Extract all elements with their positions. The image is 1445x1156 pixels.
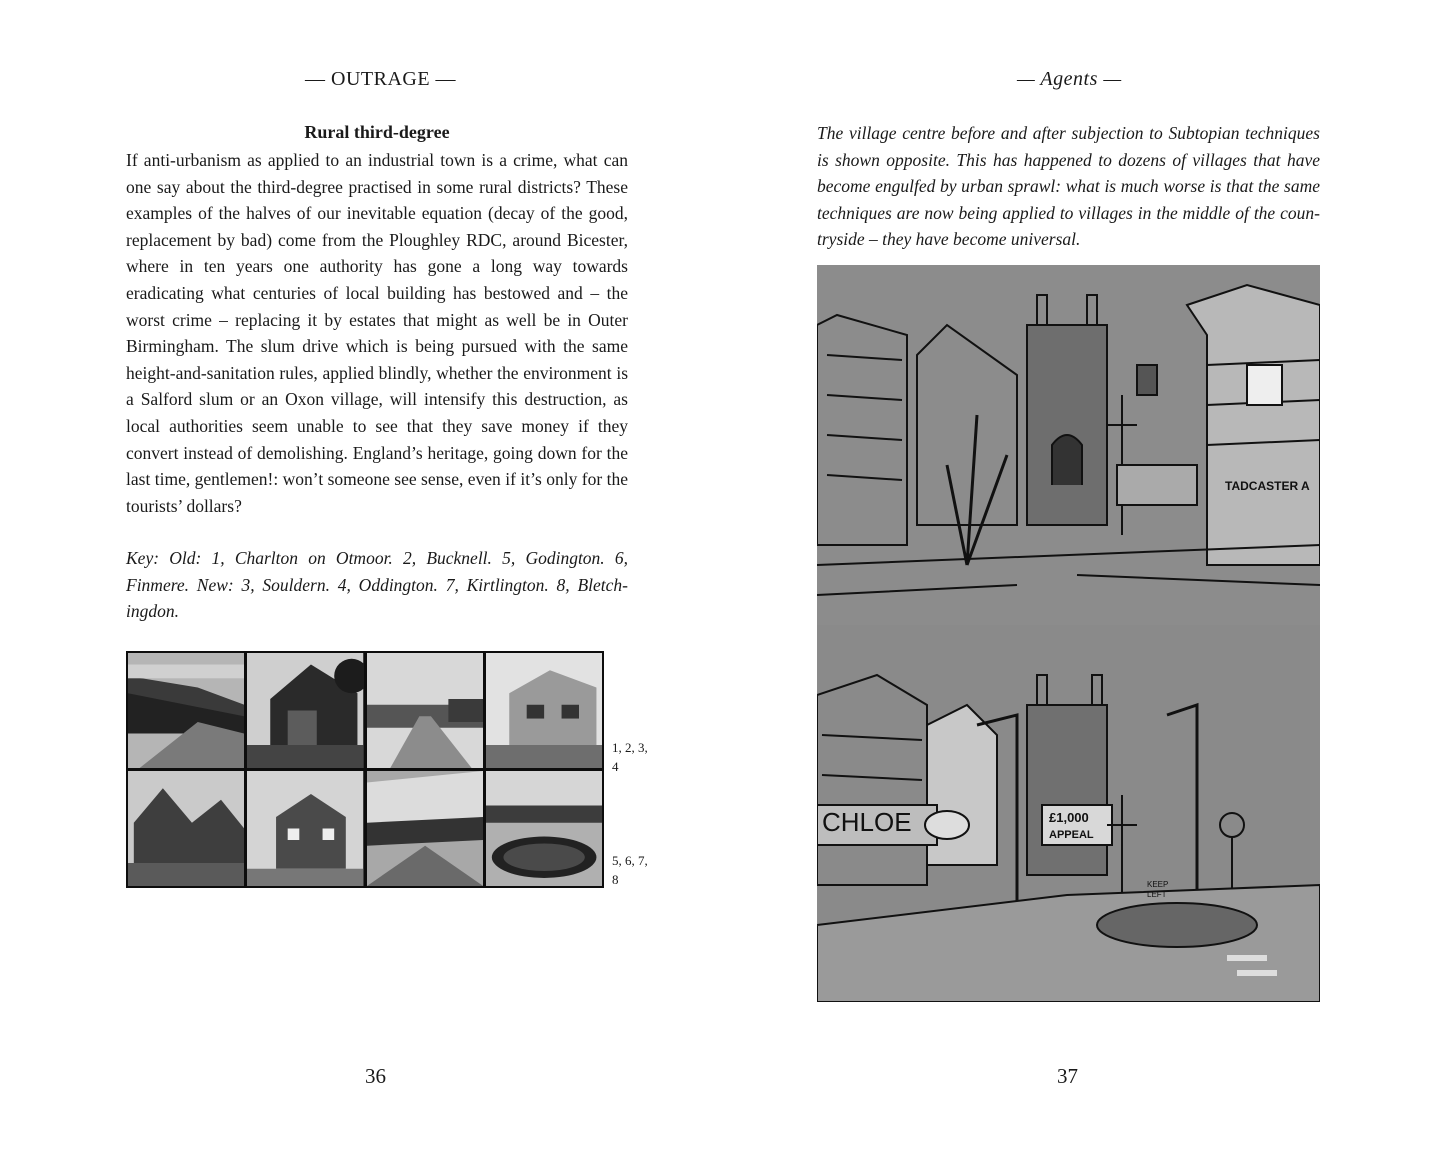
photo-label-bottom: 5, 6, 7, 8 xyxy=(612,853,648,887)
sign-left: LEFT xyxy=(1147,890,1167,899)
sign-tadcaster: TADCASTER A xyxy=(1225,479,1310,493)
right-page xyxy=(722,0,1445,1156)
village-drawing xyxy=(817,265,1320,1002)
photo-8-bletchingdon xyxy=(486,771,602,886)
drawing-before xyxy=(817,265,1320,625)
running-head: — OUTRAGE — xyxy=(305,68,457,90)
sign-keep: KEEP xyxy=(1147,880,1169,889)
photo-grid xyxy=(126,651,604,888)
photo-7-kirtlington xyxy=(367,771,483,886)
page-number: 37 xyxy=(1057,1064,1078,1088)
photo-3-souldern xyxy=(367,653,483,768)
illustration-caption: The village centre before and after subjection to Subtopian techniques is shown opposite. This has happened to dozens of villages that have become engulfed by urban sprawl: what is much worse is that the same techniques are now being applied to villages in the middle of the coun-tryside – they have become universal. xyxy=(817,123,1320,250)
photo-2-bucknell xyxy=(247,653,363,768)
photo-4-oddington xyxy=(486,653,602,768)
photo-key: Key: Old: 1, Charlton on Otmoor. 2, Bucknell. 5, Godington. 6, Finmere. New: 3, Souldern. 4, Oddington. 7, Kirtlington. 8, Bletch-ingdon. xyxy=(126,548,628,622)
sign-appeal-amount: £1,000 xyxy=(1049,810,1089,825)
sign-appeal-word: APPEAL xyxy=(1049,829,1094,841)
page-number: 36 xyxy=(365,1064,386,1088)
photo-5-godington xyxy=(128,771,244,886)
sign-chloe: CHLOE xyxy=(822,807,912,837)
body-paragraph: If anti-urbanism as applied to an industrial town is a crime, what can one say about the third-degree practised in some rural districts? These examples of the halves of our inevitable equation (decay of the good, replacement by bad) come from the Ploughley RDC, around Bicester, where in ten years one authority has gone a long way towards eradicating what centuries of local building has bestowed and – the worst crime – replacing it by estates that might as well be in Outer Birmingham. The slum drive which is being pursued with the same height-and-sanitation rules, applied blindly, whether the environment is a Salford slum or an Oxon village, will intensify this destruction, as local authorities seem unable to see that they save money if they convert instead of demolishing. England’s heritage, going down for the last time, gentlemen!: won’t someone see sense, even if it’s only for the tourists’ dollars? xyxy=(126,150,628,516)
photo-label-top: 1, 2, 3, 4 xyxy=(612,740,648,774)
photo-6-finmere xyxy=(247,771,363,886)
running-head: — Agents — xyxy=(1017,68,1122,90)
photo-1-charlton xyxy=(128,653,244,768)
left-page xyxy=(0,0,722,1156)
section-heading: Rural third-degree xyxy=(304,122,450,142)
